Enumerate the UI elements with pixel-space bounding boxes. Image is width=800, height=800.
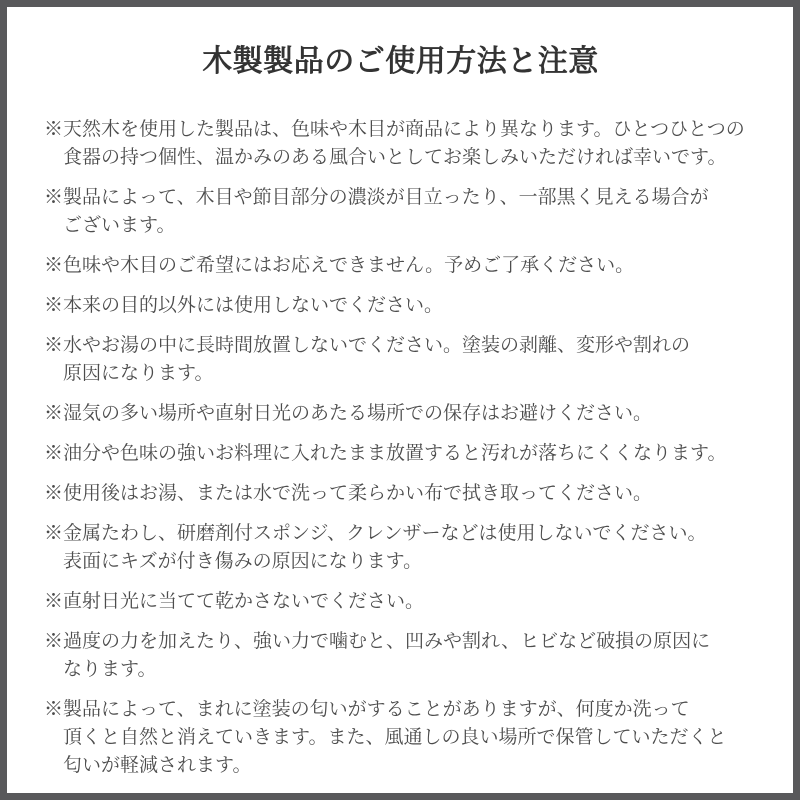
note-item-natural-wood xyxy=(44,116,757,172)
note-item-no-color-requests xyxy=(44,252,757,280)
note-line: ※金属たわし、研磨剤付スポンジ、クレンザーなどは使用しないでください。 xyxy=(44,523,707,544)
note-item-excessive-force xyxy=(44,628,757,684)
note-line: 原因になります。 xyxy=(63,363,214,384)
note-item-intended-use-only xyxy=(44,292,757,320)
note-item-avoid-humidity-sunlight xyxy=(44,400,757,428)
note-line: ※水やお湯の中に長時間放置しないでください。塗装の剥離、変形や割れの xyxy=(44,335,691,356)
note-item-no-abrasives xyxy=(44,520,757,576)
note-item-wash-and-wipe xyxy=(44,480,757,508)
note-item-no-sun-drying xyxy=(44,588,757,616)
note-item-paint-smell xyxy=(44,696,757,780)
note-line: ※製品によって、木目や節目部分の濃淡が目立ったり、一部黒く見える場合が xyxy=(44,187,709,208)
note-item-oily-food-stains xyxy=(44,440,757,468)
page-title: 木製製品のご使用方法と注意 xyxy=(202,45,599,78)
note-line: ※直射日光に当てて乾かさないでください。 xyxy=(44,591,425,612)
note-line: 頂くと自然と消えていきます。また、風通しの良い場所で保管していただくと xyxy=(63,727,727,748)
note-item-no-soaking xyxy=(44,332,757,388)
note-line: ※本来の目的以外には使用しないでください。 xyxy=(44,295,444,316)
note-line: ※製品によって、まれに塗装の匂いがすることがありますが、何度か洗って xyxy=(44,699,690,720)
note-line: ※使用後はお湯、または水で洗って柔らかい布で拭き取ってください。 xyxy=(44,483,653,504)
note-line: ※色味や木目のご希望にはお応えできません。予めご了承ください。 xyxy=(44,255,635,276)
note-line: なります。 xyxy=(63,659,157,680)
note-line: 表面にキズが付き傷みの原因になります。 xyxy=(63,551,423,572)
note-line: ございます。 xyxy=(63,215,176,236)
note-line: ※天然木を使用した製品は、色味や木目が商品により異なります。ひとつひとつの xyxy=(44,119,745,140)
notes-list xyxy=(44,116,757,780)
note-line: ※過度の力を加えたり、強い力で噛むと、凹みや割れ、ヒビなど破損の原因に xyxy=(44,631,711,652)
note-item-grain-shade xyxy=(44,184,757,240)
note-line: ※油分や色味の強いお料理に入れたまま放置すると汚れが落ちにくくなります。 xyxy=(44,443,727,464)
note-line: 匂いが軽減されます。 xyxy=(63,755,252,776)
note-line: 食器の持つ個性、温かみのある風合いとしてお楽しみいただければ幸いです。 xyxy=(63,147,727,168)
note-line: ※湿気の多い場所や直射日光のあたる場所での保存はお避けください。 xyxy=(44,403,653,424)
